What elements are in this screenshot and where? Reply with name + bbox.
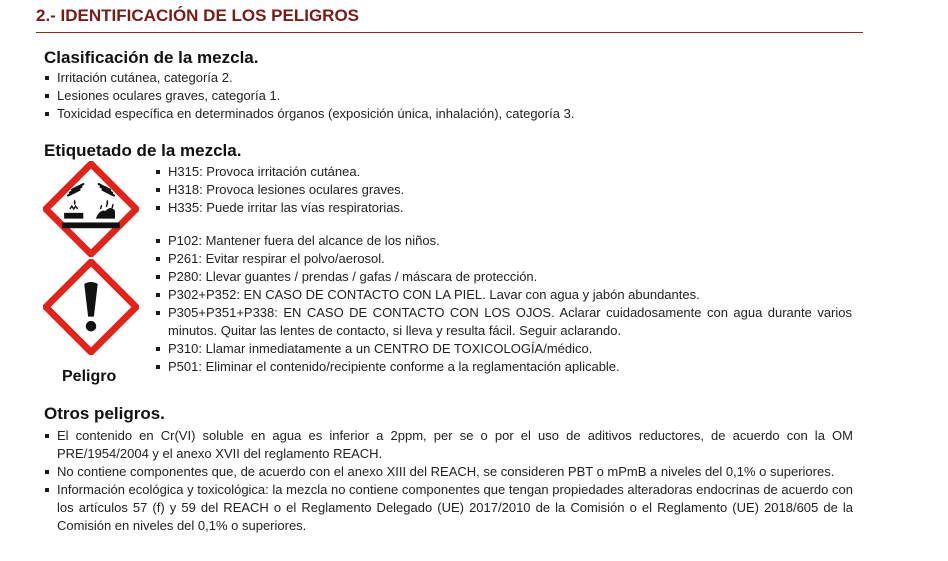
list-item: Toxicidad específica en determinados órganos (exposición única, inhalación), categoría 3.	[44, 105, 864, 123]
list-item: P261: Evitar respirar el polvo/aerosol.	[155, 250, 852, 268]
section-title: 2.- IDENTIFICACIÓN DE LOS PELIGROS	[36, 6, 360, 25]
list-item: P305+P351+P338: EN CASO DE CONTACTO CON LOS OJOS. Aclarar cuidadosamente con agua durante varios minutos. Quitar las lentes de contacto, si lleva y resulta fácil. Seguir aclarando.	[155, 304, 852, 340]
classification-heading: Clasificación de la mezcla.	[44, 48, 259, 67]
list-item: P302+P352: EN CASO DE CONTACTO CON LA PIEL. Lavar con agua y jabón abundantes.	[155, 286, 852, 304]
corrosion-icon	[43, 161, 139, 257]
signal-word: Peligro	[62, 368, 117, 385]
other-hazards-list	[44, 427, 853, 535]
section-title-rule	[36, 32, 863, 33]
list-item: H318: Provoca lesiones oculares graves.	[155, 181, 855, 199]
list-item: H335: Puede irritar las vías respiratorias.	[155, 199, 855, 217]
hazard-statements-list	[155, 163, 855, 217]
labelling-heading: Etiquetado de la mezcla.	[44, 141, 242, 160]
list-item: Lesiones oculares graves, categoría 1.	[44, 87, 864, 105]
classification-list	[44, 69, 864, 123]
other-hazards-heading: Otros peligros.	[44, 404, 165, 423]
precautionary-statements-list	[155, 232, 852, 376]
list-item: Información ecológica y toxicológica: la mezcla no contiene componentes que tengan propiedades alteradoras endocrinas de acuerdo con los artículos 57 (f) y 59 del REACH o el Reglamento Delegado (UE) 2017/2010 de la Comisión o el Reglamento (UE) 2018/605 de la Comisión en niveles del 0,1% o superiores.	[44, 481, 853, 535]
list-item: No contiene componentes que, de acuerdo con el anexo XIII del REACH, se consideren PBT o mPmB a niveles del 0,1% o superiores.	[44, 463, 853, 481]
list-item: P310: Llamar inmediatamente a un CENTRO DE TOXICOLOGÍA/médico.	[155, 340, 852, 358]
list-item: El contenido en Cr(VI) soluble en agua es inferior a 2ppm, per se o por el uso de aditivos reductores, de acuerdo con la OM PRE/1954/2004 y el anexo XVII del reglamento REACH.	[44, 427, 853, 463]
list-item: P102: Mantener fuera del alcance de los niños.	[155, 232, 852, 250]
list-item: P280: Llevar guantes / prendas / gafas / máscara de protección.	[155, 268, 852, 286]
list-item: Irritación cutánea, categoría 2.	[44, 69, 864, 87]
list-item: P501: Eliminar el contenido/recipiente conforme a la reglamentación aplicable.	[155, 358, 852, 376]
list-item: H315: Provoca irritación cutánea.	[155, 163, 855, 181]
exclamation-mark-icon	[43, 259, 139, 355]
